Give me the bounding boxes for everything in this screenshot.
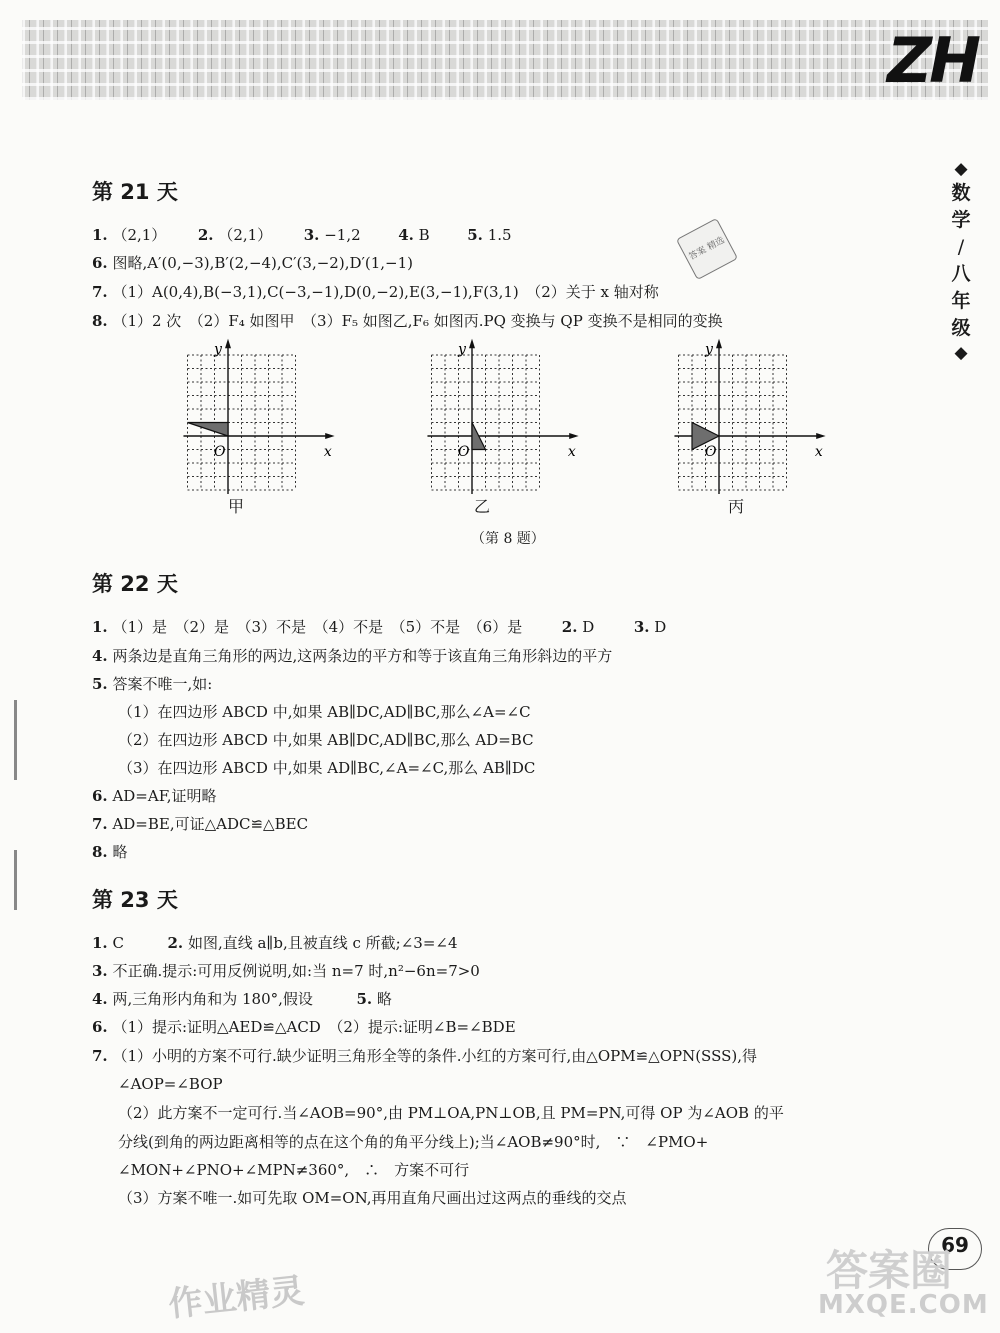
answer-line <box>92 1016 516 1038</box>
side-tab-char: 级 <box>951 317 971 339</box>
item-number: 3. <box>303 226 320 244</box>
answer-text: 两,三角形内角和为 180°,假设 <box>112 990 313 1008</box>
answer-text: 1.5 <box>487 226 512 244</box>
diamond-icon: ◆ <box>954 159 968 179</box>
answer-text: （3）在四边形 ABCD 中,如果 AD∥BC,∠A=∠C,那么 AB∥DC <box>118 759 536 777</box>
answer-line <box>92 988 392 1010</box>
answer-text: 如图,直线 a∥b,且被直线 c 所截;∠3=∠4 <box>187 934 458 952</box>
answer-line <box>118 729 534 751</box>
scan-edge-mark <box>14 850 17 910</box>
answer-line <box>118 1073 223 1095</box>
item-number: 4. <box>92 647 108 665</box>
answer-text: 分线(到角的两边距离相等的点在这个角的角平分线上);当∠AOB≠90°时, ∵ ∠PMO+ <box>118 1133 709 1151</box>
item-number: 2. <box>561 618 578 636</box>
coordinate-figure <box>674 339 825 494</box>
answer-line <box>92 1045 757 1067</box>
page-number: 69 <box>928 1228 982 1270</box>
item-number: 6. <box>92 787 108 805</box>
item-number: 5. <box>356 990 373 1008</box>
section-title: 第 22 天 <box>92 572 178 596</box>
origin-label: O <box>705 444 717 460</box>
answer-line <box>92 813 308 835</box>
y-axis-label: y <box>214 341 222 358</box>
answer-text: 答案不唯一,如: <box>112 675 213 693</box>
x-axis-label: x <box>814 444 823 460</box>
answer-text: 略 <box>112 843 128 861</box>
header-logo: ZH <box>887 24 978 97</box>
answer-line <box>118 701 531 723</box>
answer-line <box>118 757 535 779</box>
answer-text: （2）在四边形 ABCD 中,如果 AB∥DC,AD∥BC,那么 AD=BC <box>118 731 534 749</box>
section-title: 第 21 天 <box>92 180 178 204</box>
coordinate-figure <box>427 339 578 494</box>
y-axis-arrow-icon <box>225 339 231 348</box>
x-axis-label: x <box>567 444 576 460</box>
answer-line <box>92 785 217 807</box>
item-number: 8. <box>92 312 108 330</box>
side-tab-char: 八 <box>951 263 971 285</box>
answer-line <box>92 616 666 638</box>
answer-text: D <box>654 618 667 636</box>
y-axis-label: y <box>705 341 713 358</box>
item-number: 3. <box>633 618 650 636</box>
y-axis-label: y <box>458 341 466 358</box>
answer-text: ∠AOP=∠BOP <box>118 1075 223 1093</box>
x-axis-arrow-icon <box>325 433 334 439</box>
answer-line <box>118 1131 708 1153</box>
x-axis-arrow-icon <box>569 433 578 439</box>
watermark-text: 答案圈 <box>826 1246 953 1295</box>
figure-label: 甲 <box>228 497 245 516</box>
answer-text: −1,2 <box>324 226 361 244</box>
item-number: 5. <box>92 675 108 693</box>
answer-text: （1）在四边形 ABCD 中,如果 AB∥DC,AD∥BC,那么∠A=∠C <box>118 703 531 721</box>
answer-text: （1）是 （2）是 （3）不是 （4）不是 （5）不是 （6）是 <box>112 618 523 636</box>
side-tab-char: 年 <box>951 290 971 312</box>
answer-text: 图略,A′(0,−3),B′(2,−4),C′(3,−2),D′(1,−1) <box>112 254 414 272</box>
x-axis-label: x <box>323 444 332 460</box>
item-number: 6. <box>92 1018 108 1036</box>
section-title: 第 23 天 <box>92 888 178 912</box>
scan-edge-mark <box>14 700 17 780</box>
answer-line <box>118 1159 469 1181</box>
item-number: 1. <box>92 934 108 952</box>
figure-label: 丙 <box>728 497 745 516</box>
answer-line <box>92 673 212 695</box>
item-number: 1. <box>92 618 108 636</box>
x-axis-arrow-icon <box>816 433 825 439</box>
y-axis-arrow-icon <box>716 339 722 348</box>
coordinate-figure <box>183 339 334 494</box>
answer-text: （2,1） <box>218 226 273 244</box>
answer-line <box>118 1187 627 1209</box>
item-number: 6. <box>92 254 108 272</box>
answer-text: （1）2 次 （2）F₄ 如图甲 （3）F₅ 如图乙,F₆ 如图丙.PQ 变换与 QP 变换不是相同的变换 <box>112 312 723 330</box>
item-number: 3. <box>92 962 108 980</box>
item-number: 4. <box>398 226 414 244</box>
answer-text: （1）提示:证明△AED≌△ACD （2）提示:证明∠B=∠BDE <box>112 1018 516 1036</box>
item-number: 7. <box>92 1047 108 1065</box>
shaded-triangle <box>188 423 229 437</box>
answer-text: 不正确.提示:可用反例说明,如:当 n=7 时,n²−6n=7>0 <box>112 962 480 980</box>
answer-text: C <box>112 934 124 952</box>
answer-text: 两条边是直角三角形的两边,这两条边的平方和等于该直角三角形斜边的平方 <box>112 647 613 665</box>
item-number: 7. <box>92 815 108 833</box>
answer-text: ∠MON+∠PNO+∠MPN≠360°, ∴ 方案不可行 <box>118 1161 470 1179</box>
origin-label: O <box>214 444 226 460</box>
answer-text: （2）此方案不一定可行.当∠AOB=90°,由 PM⊥OA,PN⊥OB,且 PM=PN,可得 OP 为∠AOB 的平 <box>118 1104 784 1122</box>
item-number: 4. <box>92 990 108 1008</box>
item-number: 1. <box>92 226 108 244</box>
item-number: 2. <box>167 934 184 952</box>
answer-text: （3）方案不唯一.如可先取 OM=ON,再用直角尺画出过这两点的垂线的交点 <box>118 1189 627 1207</box>
answer-text: 略 <box>376 990 392 1008</box>
origin-label: O <box>458 444 470 460</box>
answer-line <box>118 1102 784 1124</box>
answer-text: B <box>418 226 430 244</box>
watermark-text: 作业精灵 <box>166 1270 307 1325</box>
y-axis-arrow-icon <box>469 339 475 348</box>
answer-line <box>92 841 127 863</box>
diamond-icon: ◆ <box>954 343 968 363</box>
answer-text: （1）A(0,4),B(−3,1),C(−3,−1),D(0,−2),E(3,−1),F(3,1) （2）关于 x 轴对称 <box>112 283 659 301</box>
answer-stamp-icon: 答案 精选 <box>676 218 738 280</box>
answer-line <box>92 645 612 667</box>
answer-text: （1）小明的方案不可行.缺少证明三角形全等的条件.小红的方案可行,由△OPM≌△OPN(SSS),得 <box>112 1047 757 1065</box>
item-number: 5. <box>467 226 483 244</box>
figure-caption: （第 8 题） <box>471 531 545 547</box>
answer-text: AD=AF,证明略 <box>112 787 217 805</box>
item-number: 8. <box>92 843 108 861</box>
figure-label: 乙 <box>474 497 491 516</box>
item-number: 2. <box>197 226 214 244</box>
answer-text: D <box>582 618 595 636</box>
answer-line <box>92 960 480 982</box>
answer-text: AD=BE,可证△ADC≌△BEC <box>112 815 309 833</box>
item-number: 7. <box>92 283 108 301</box>
answer-line <box>92 932 458 954</box>
side-tab-char: 学 <box>951 209 971 231</box>
watermark-text: MXQE.COM <box>818 1290 989 1320</box>
side-tab-char: / <box>957 236 965 258</box>
side-tab-char: 数 <box>951 182 971 204</box>
answer-text: （2,1） <box>112 226 167 244</box>
